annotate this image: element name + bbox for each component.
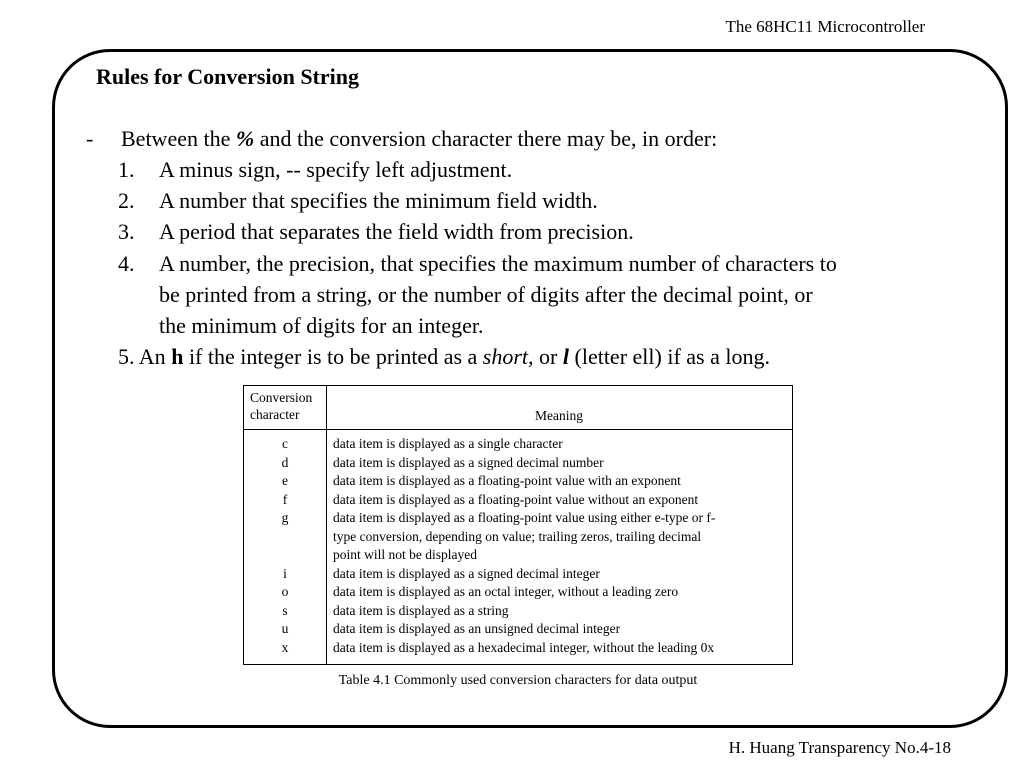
table-row (244, 602, 792, 621)
item-number: 4. (118, 251, 135, 276)
header-title: The 68HC11 Microcontroller (725, 17, 925, 36)
table-row (244, 454, 792, 473)
intro-line (121, 126, 717, 152)
table-row (244, 472, 792, 491)
meaning-cell: point will not be displayed (333, 547, 477, 562)
item-5 (118, 344, 770, 370)
meaning-cell: data item is displayed as a floating-point value with an exponent (333, 473, 681, 488)
meaning-cell: data item is displayed as a single character (333, 436, 563, 451)
table-row (244, 565, 792, 584)
meaning-cell: data item is displayed as an octal integer, without a leading zero (333, 584, 679, 599)
conversion-char-cell: o (281, 584, 289, 599)
item-number: 2. (118, 188, 135, 213)
item-text: be printed from a string, or the number of digits after the decimal point, or (159, 282, 813, 307)
table-row (244, 491, 792, 510)
header-conversion-character (250, 389, 324, 423)
conversion-char-cell: e (282, 473, 288, 488)
meaning-cell: type conversion, depending on value; trailing zeros, trailing decimal (333, 528, 702, 544)
meaning-cell: data item is displayed as a floating-point value without an exponent (333, 491, 699, 507)
table-row (244, 435, 792, 454)
table-row (244, 546, 792, 565)
meaning-cell: data item is displayed as a floating-point value using either e-type or f- (333, 510, 716, 525)
conversion-char-cell: f (282, 491, 288, 507)
meaning-cell: data item is displayed as a signed decimal integer (333, 565, 600, 581)
item5-text: if the integer is to be printed as a (183, 344, 483, 369)
slide-heading: Rules for Conversion String (96, 64, 359, 89)
conversion-char-cell: g (281, 510, 289, 525)
table-row (244, 620, 792, 639)
intro-after: and the conversion character there may be, in order: (254, 126, 718, 151)
item5-text: or (533, 344, 563, 369)
meaning-cell: data item is displayed as an unsigned decimal integer (333, 621, 621, 636)
item5-l: l (562, 344, 569, 369)
table-row (244, 583, 792, 602)
item-text: A period that separates the field width from precision. (159, 219, 634, 244)
item5-text: 5. An (118, 344, 172, 369)
table-row (244, 639, 792, 658)
conversion-char-cell (244, 528, 326, 547)
item5-text: (letter ell) if as a long. (569, 344, 770, 369)
conversion-char-cell: x (281, 639, 289, 655)
item5-h: h (171, 344, 184, 369)
item-number: 1. (118, 157, 135, 182)
header-char-line: character (250, 407, 300, 422)
table-caption: Table 4.1 Commonly used conversion characters for data output (338, 673, 698, 688)
meaning-cell: data item is displayed as a hexadecimal integer, without the leading 0x (333, 639, 715, 655)
conversion-char-cell: d (281, 454, 289, 470)
conversion-char-cell: i (283, 565, 287, 581)
conversion-char-cell: s (282, 602, 288, 618)
meaning-cell: data item is displayed as a string (333, 602, 509, 618)
table-row (244, 528, 792, 547)
conversion-char-cell: u (281, 621, 289, 636)
table-body (244, 435, 792, 657)
percent-symbol: % (235, 126, 255, 151)
item-text: A number that specifies the minimum field width. (159, 188, 598, 213)
item5-short: short, (482, 344, 534, 369)
conversion-table (243, 385, 793, 665)
conversion-char-cell (244, 546, 326, 565)
item-text: A minus sign, -- specify left adjustment. (159, 157, 513, 182)
item-text: A number, the precision, that specifies the maximum number of characters to (159, 251, 837, 276)
header-divider (244, 429, 792, 430)
table-row (244, 509, 792, 528)
intro-marker: - (86, 126, 94, 151)
footer-text: H. Huang Transparency No.4-18 (728, 738, 951, 757)
item-number: 3. (118, 219, 135, 244)
header-char-line: Conversion (250, 390, 313, 405)
item-text: the minimum of digits for an integer. (159, 313, 484, 338)
header-meaning: Meaning (535, 408, 583, 423)
meaning-cell: data item is displayed as a signed decimal number (333, 454, 604, 470)
conversion-char-cell: c (282, 436, 288, 451)
intro-before: Between the (121, 126, 236, 151)
